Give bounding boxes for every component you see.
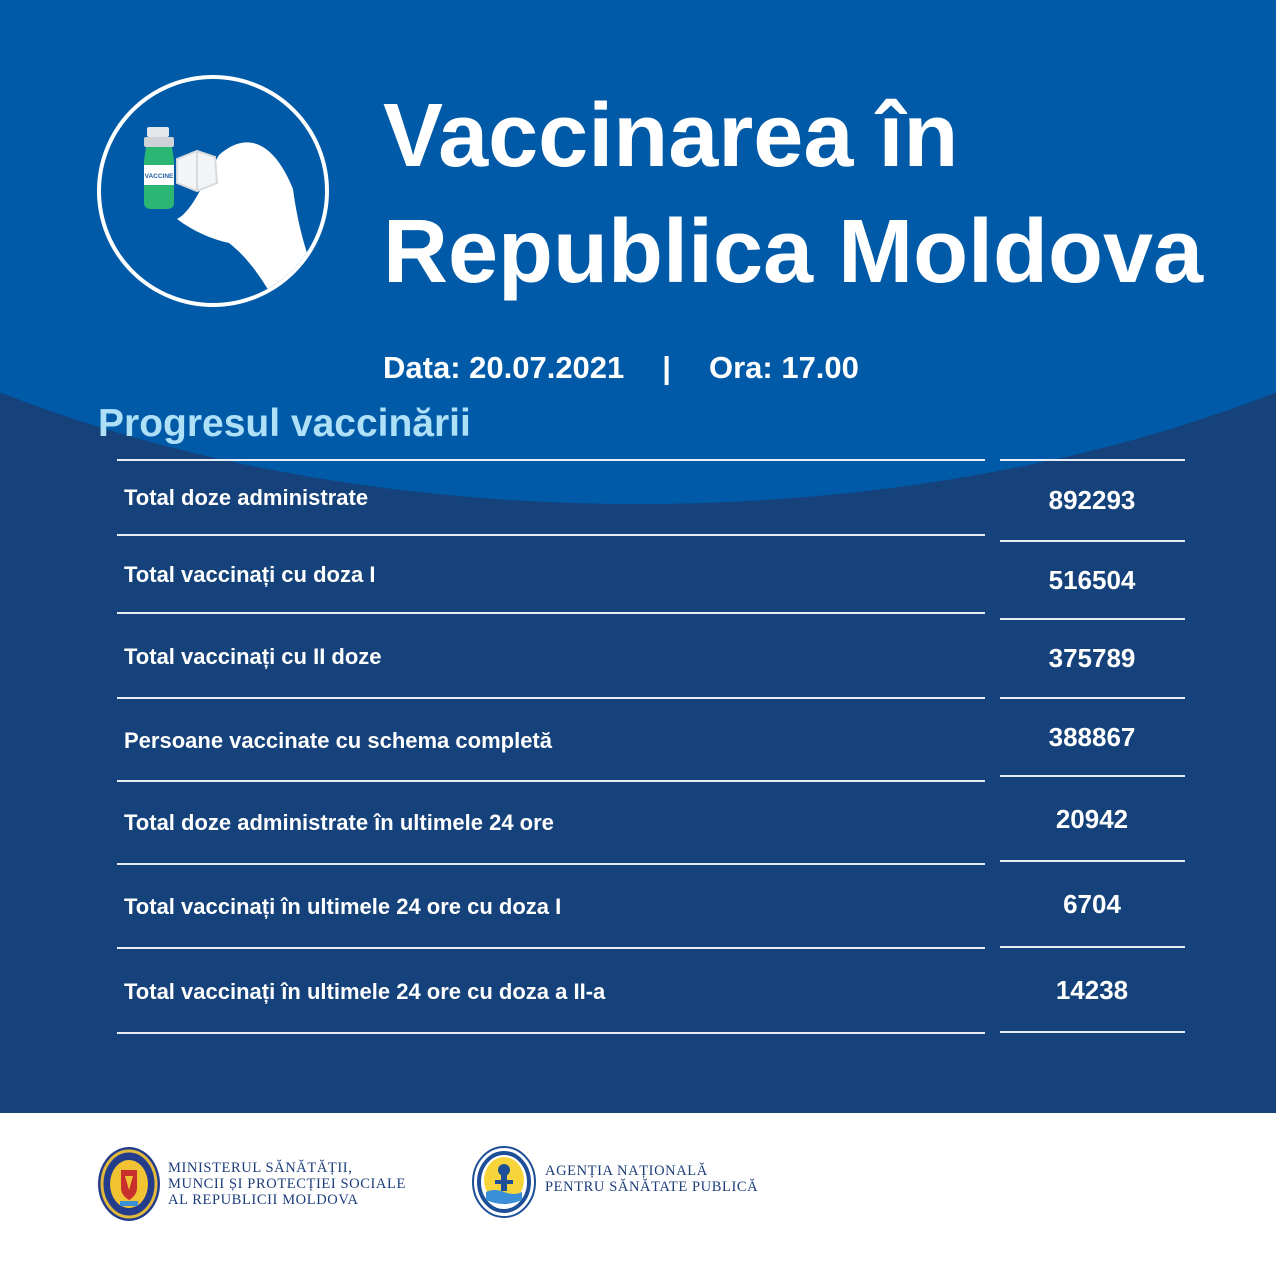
date-time-bar [383,346,859,390]
agency-name [545,1163,758,1195]
stat-label: Persoane vaccinate cu schema completă [124,728,552,753]
value-divider [1000,775,1185,777]
label-divider [117,697,985,699]
value-divider [1000,618,1185,620]
agency-line1: AGENȚIA NAȚIONALĂ [545,1163,708,1179]
section-title: Progresul vaccinării [98,402,471,445]
stat-value: 375789 [1048,643,1136,673]
label-divider [117,947,985,949]
vial-label: VACCINE [144,173,174,180]
stat-label: Total doze administrate [124,485,369,510]
label-divider [117,780,985,782]
value-divider [1000,459,1185,461]
value-divider [1000,946,1185,948]
stat-label: Total vaccinați cu doza I [124,562,376,587]
ministry-line1: MINISTERUL SĂNĂTĂȚII, [168,1160,353,1176]
stat-label: Total vaccinați în ultimele 24 ore cu doza I [124,894,562,919]
page-title-line2: Republica Moldova [383,202,1204,302]
stat-value: 516504 [1048,565,1136,595]
label-divider [117,459,985,461]
label-divider [117,1032,985,1034]
value-divider [1000,697,1185,699]
separator: | [662,350,671,385]
label-divider [117,534,985,536]
report-date: Data: 20.07.2021 [383,350,625,385]
value-divider [1000,860,1185,862]
ministry-name [168,1160,406,1208]
moldova-government-seal-icon [97,1146,161,1222]
stat-label: Total vaccinați cu II doze [124,644,382,669]
label-divider [117,863,985,865]
ansp-logo-icon [472,1146,536,1218]
report-time: Ora: 17.00 [708,350,859,385]
stat-value: 388867 [1048,722,1136,752]
value-divider [1000,540,1185,542]
label-divider [117,612,985,614]
stat-value: 6704 [1063,889,1121,919]
page-title [383,78,1203,310]
agency-line2: PENTRU SĂNĂTATE PUBLICĂ [545,1179,759,1195]
page-title-line1: Vaccinarea în [383,86,959,186]
hand-holding-vaccine-icon [97,75,329,307]
value-divider [1000,1031,1185,1033]
stat-value: 892293 [1048,485,1136,515]
stat-value: 20942 [1055,804,1129,834]
stat-label: Total vaccinați în ultimele 24 ore cu doza a II-a [124,979,606,1004]
footer [0,1113,1276,1280]
ministry-line2: MUNCII ȘI PROTECȚIEI SOCIALE [168,1176,406,1192]
stat-value: 14238 [1055,975,1129,1005]
stat-label: Total doze administrate în ultimele 24 ore [124,810,554,835]
ministry-line3: AL REPUBLICII MOLDOVA [168,1192,359,1208]
